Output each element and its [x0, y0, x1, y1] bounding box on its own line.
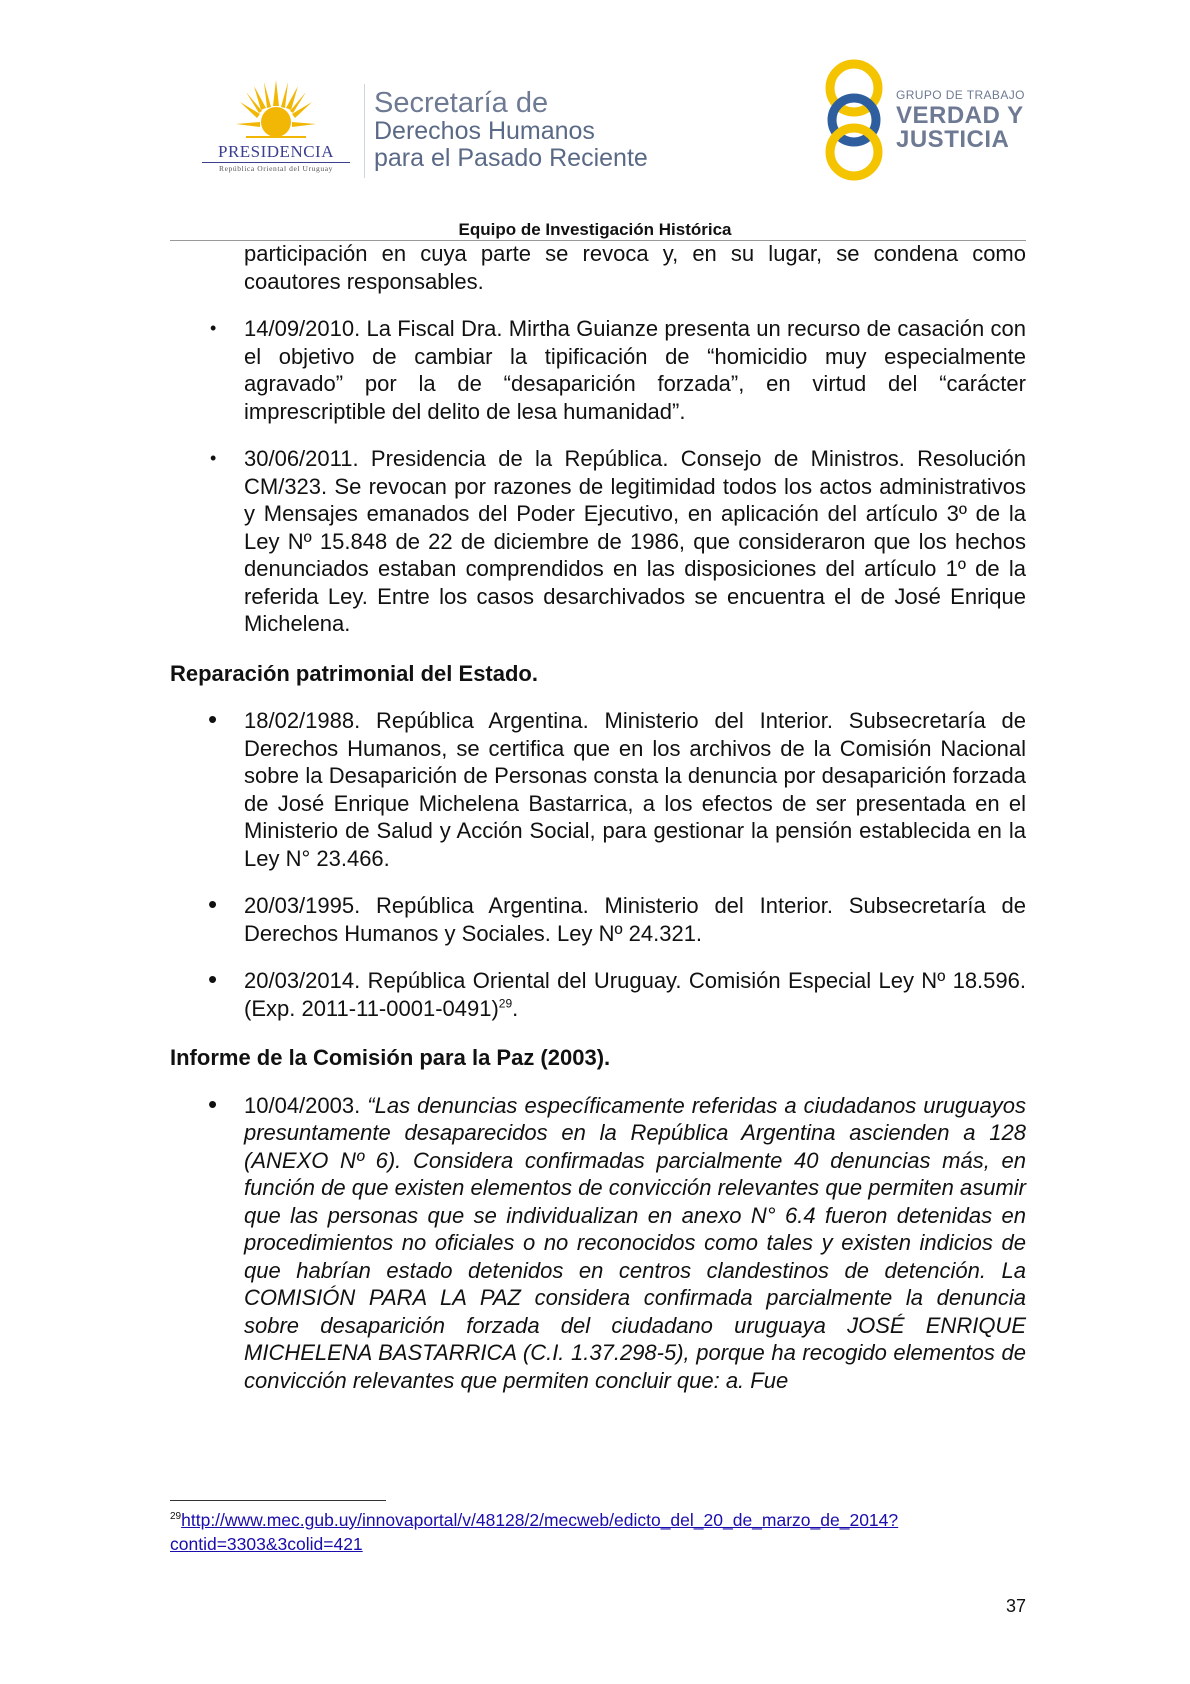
list-item	[210, 445, 1026, 638]
footnote-link-line-1: http://www.mec.gub.uy/innovaportal/v/48128/2/mecweb/edicto_del_20_de_marzo_de_2014?	[181, 1510, 899, 1530]
team-title: Equipo de Investigación Histórica	[458, 220, 732, 239]
verdad-justicia-logo	[822, 58, 1032, 182]
secretaria-logo-text	[374, 88, 648, 172]
page-header	[0, 0, 1190, 240]
list-item	[208, 964, 1026, 1022]
secretaria-line-3: para el Pasado Reciente	[374, 144, 648, 172]
list-item-text: 30/06/2011. Presidencia de la República. Consejo de Ministros. Resolución CM/323. Se revocan por razones de legitimidad todos los actos administrativos y Mensajes emanados del Poder Ejecutivo, en aplicación del artículo 3º de la Ley Nº 15.848 de 22 de diciembre de 1986, que consideraron que los hechos denunciados estaban comprendidos en las disposiciones del artículo 1º de la referida Ley. Entre los casos desarchivados se encuentra el de José Enrique Michelena.	[244, 446, 1026, 636]
list-item	[208, 704, 1026, 872]
bullet-icon: •	[208, 704, 218, 734]
list-item-date: 10/04/2003.	[244, 1092, 368, 1118]
list-item-text: 18/02/1988. República Argentina. Ministerio del Interior. Subsecretaría de Derechos Humanos, se certifica que en los archivos de la Comisión Nacional sobre la Desaparición de Personas consta la denuncia por desaparición forzada de José Enrique Michelena Bastarrica, a los efectos de ser presentada en el Ministerio de Salud y Acción Social, para gestionar la pensión establecida en la Ley N° 23.466.	[244, 708, 1026, 871]
list-item	[208, 1088, 1026, 1395]
footnote-link[interactable]	[170, 1510, 898, 1554]
footnote-number: 29	[170, 1511, 182, 1523]
footnote	[170, 1508, 1026, 1556]
list-item-text: 20/03/2014. República Oriental del Uruguay. Comisión Especial Ley Nº 18.596. (Exp. 2011-11-0001-0491)	[244, 968, 1026, 1021]
secretaria-line-2: Derechos Humanos	[374, 117, 595, 145]
justicia-label: JUSTICIA	[896, 126, 1010, 153]
page-number: 37	[1006, 1596, 1027, 1616]
continuation-paragraph: participación en cuya parte se revoca y, en su lugar, se condena como coautores responsables.	[244, 241, 1026, 294]
logo-divider	[364, 84, 365, 178]
grupo-trabajo-label: GRUPO DE TRABAJO	[896, 88, 1025, 102]
list-item	[208, 889, 1026, 947]
secretaria-line-1: Secretaría de	[374, 87, 549, 119]
presidencia-subtitle: República Oriental del Uruguay	[218, 164, 333, 173]
verdad-label: VERDAD Y	[896, 102, 1024, 129]
footnote-divider	[170, 1500, 386, 1501]
section-heading-paz: Informe de la Comisión para la Paz (2003).	[170, 1045, 611, 1070]
bullet-icon: •	[210, 448, 217, 468]
footnote-link-line-2: contid=3303&3colid=421	[170, 1534, 363, 1554]
presidencia-logo	[196, 78, 356, 186]
section-heading-reparacion: Reparación patrimonial del Estado.	[170, 660, 538, 686]
sun-emblem-icon	[236, 78, 316, 148]
list-item-quote: “Las denuncias específicamente referidas a ciudadanos uruguayos presuntamente desaparecidos en la República Argentina ascienden a 128 (ANEXO Nº 6). Considera confirmadas parcialmente 40 denuncias más, en función de que existen elementos de convicción relevantes que permiten asumir que las personas que se individualizan en anexo N° 6.4 fueron detenidas en procedimientos no oficiales o no reconocidos como tales y existen indicios de que habrían estado detenidos en centros clandestinos de detención. La COMISIÓN PARA LA PAZ considera confirmada parcialmente la denuncia sobre desaparición forzada del ciudadano uruguaya JOSÉ ENRIQUE MICHELENA BASTARRICA (C.I. 1.37.298-5), porque ha recogido elementos de convicción relevantes que permiten concluir que: a. Fue	[244, 1092, 1026, 1393]
presidencia-rule	[202, 162, 350, 163]
footnote-reference[interactable]: 29	[498, 996, 513, 1011]
document-body	[170, 240, 1026, 1394]
list-item-text: 14/09/2010. La Fiscal Dra. Mirtha Guianze presenta un recurso de casación con el objetivo de cambiar la tipificación de “homicidio muy especialmente agravado” por la de “desaparición forzada”, en virtud del “carácter imprescriptible del delito de lesa humanidad”.	[244, 316, 1026, 424]
presidencia-name: PRESIDENCIA	[217, 142, 334, 161]
list-item-end: .	[512, 995, 519, 1021]
bullet-icon: •	[208, 1088, 218, 1119]
list-item-text: 20/03/1995. República Argentina. Ministerio del Interior. Subsecretaría de Derechos Humanos y Sociales. Ley Nº 24.321.	[244, 893, 1026, 946]
bullet-icon: •	[208, 889, 218, 919]
interlocked-rings-icon	[822, 58, 886, 182]
list-item	[210, 315, 1026, 425]
bullet-icon: •	[208, 964, 218, 994]
bullet-icon: •	[210, 318, 217, 338]
